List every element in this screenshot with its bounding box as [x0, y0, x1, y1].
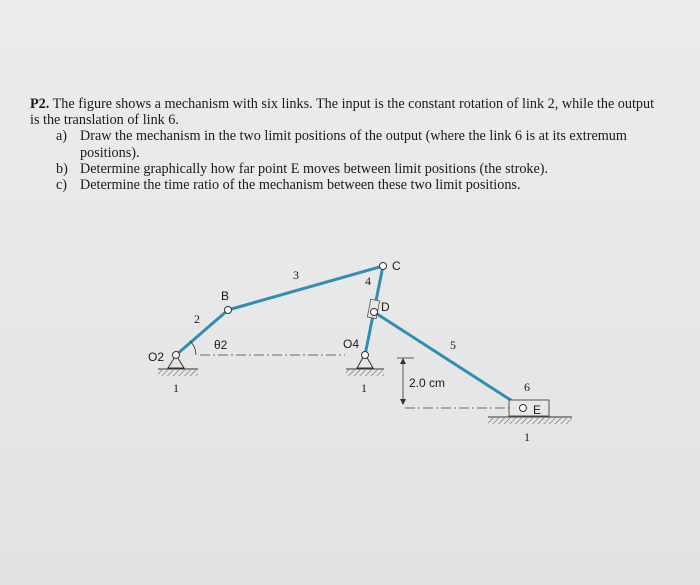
label-b: B	[221, 289, 230, 303]
link-3	[228, 266, 383, 310]
ground-slider	[488, 417, 572, 424]
label-o2: O2	[148, 350, 165, 364]
slider-block-e	[509, 400, 549, 416]
label-link-3: 3	[293, 268, 299, 282]
pin-d	[371, 309, 378, 316]
pin-o4	[362, 352, 369, 359]
label-link-1-left: 1	[173, 381, 179, 395]
dimension-arrow-top	[400, 358, 406, 364]
part-a-mark: a)	[56, 128, 68, 145]
dimension-arrow-bottom	[400, 399, 406, 405]
label-dimension: 2.0 cm	[409, 376, 446, 390]
label-e: E	[533, 403, 542, 417]
label-link-5: 5	[450, 338, 456, 352]
label-link-1-mid: 1	[361, 381, 367, 395]
label-o4: O4	[343, 337, 360, 351]
pin-e	[520, 405, 527, 412]
pin-o2	[173, 352, 180, 359]
label-link-1-right: 1	[524, 430, 530, 444]
problem-label: P2.	[30, 96, 50, 112]
pin-c	[380, 263, 387, 270]
part-a-text: Draw the mechanism in the two limit positions of the output (where the link 6 is at its extremum positions).	[80, 128, 627, 161]
problem-intro-text: The figure shows a mechanism with six links. The input is the constant rotation of link 2, while the output is the translation of link 6.	[30, 96, 655, 129]
pin-b	[225, 307, 232, 314]
label-link-2: 2	[194, 312, 200, 326]
label-theta2: θ2	[214, 338, 228, 352]
label-c: C	[392, 259, 401, 273]
part-b-mark: b)	[56, 160, 68, 177]
link-5	[374, 312, 523, 408]
label-d: D	[381, 300, 390, 314]
label-link-4: 4	[365, 274, 371, 288]
part-b-text: Determine graphically how far point E moves between limit positions (the stroke).	[80, 160, 549, 177]
part-c-mark: c)	[56, 177, 68, 194]
part-c-text: Determine the time ratio of the mechanism between these two limit positions.	[80, 177, 521, 194]
label-link-6: 6	[524, 380, 530, 394]
